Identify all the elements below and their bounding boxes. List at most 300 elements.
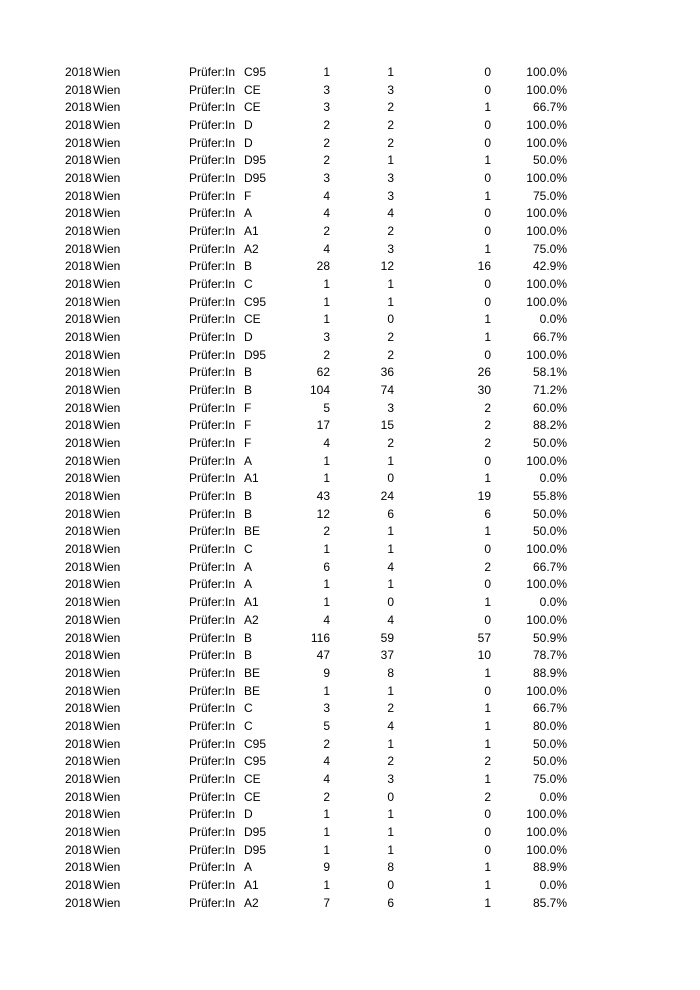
table-row [0, 241, 700, 259]
location-cell: Wien [93, 542, 121, 557]
rate-cell: 0.0% [539, 877, 567, 892]
table-row [0, 453, 700, 471]
failed-cell: 2 [484, 559, 491, 574]
failed-cell: 1 [484, 330, 491, 345]
class-cell: CE [244, 771, 261, 786]
passed-cell: 1 [387, 524, 394, 539]
rate-cell: 75.0% [532, 771, 567, 786]
table-row [0, 488, 700, 506]
class-cell: CE [244, 312, 261, 327]
rate-cell: 50.0% [532, 506, 567, 521]
table-row [0, 665, 700, 683]
table-row [0, 736, 700, 754]
failed-cell: 0 [484, 612, 491, 627]
total-cell: 2 [323, 224, 330, 239]
table-row [0, 135, 700, 153]
year-cell: 2018 [65, 436, 92, 451]
rate-cell: 66.7% [532, 330, 567, 345]
class-cell: A [244, 577, 253, 592]
table-row [0, 824, 700, 842]
class-cell: CE [244, 100, 261, 115]
location-cell: Wien [93, 577, 121, 592]
rate-cell: 50.0% [532, 436, 567, 451]
failed-cell: 57 [477, 630, 491, 645]
class-cell: C [244, 542, 253, 557]
passed-cell: 12 [380, 259, 394, 274]
location-cell: Wien [93, 118, 121, 133]
year-cell: 2018 [65, 294, 92, 309]
role-cell: Prüfer:In [189, 824, 236, 839]
rate-cell: 100.0% [526, 294, 567, 309]
class-cell: BE [244, 683, 261, 698]
failed-cell: 0 [484, 807, 491, 822]
passed-cell: 2 [387, 100, 394, 115]
total-cell: 4 [323, 612, 330, 627]
location-cell: Wien [93, 789, 121, 804]
role-cell: Prüfer:In [189, 188, 236, 203]
failed-cell: 0 [484, 82, 491, 97]
year-cell: 2018 [65, 206, 92, 221]
table-row [0, 541, 700, 559]
failed-cell: 1 [484, 100, 491, 115]
rate-cell: 100.0% [526, 453, 567, 468]
total-cell: 116 [310, 630, 330, 645]
class-cell: A [244, 559, 253, 574]
rate-cell: 66.7% [532, 559, 567, 574]
year-cell: 2018 [65, 842, 92, 857]
role-cell: Prüfer:In [189, 347, 236, 362]
total-cell: 3 [323, 171, 330, 186]
year-cell: 2018 [65, 100, 92, 115]
passed-cell: 4 [387, 612, 394, 627]
table-row [0, 859, 700, 877]
class-cell: A2 [244, 241, 259, 256]
rate-cell: 66.7% [532, 701, 567, 716]
year-cell: 2018 [65, 665, 92, 680]
failed-cell: 30 [477, 383, 491, 398]
total-cell: 62 [316, 365, 330, 380]
rate-cell: 100.0% [526, 224, 567, 239]
location-cell: Wien [93, 241, 121, 256]
table-row [0, 223, 700, 241]
role-cell: Prüfer:In [189, 807, 236, 822]
role-cell: Prüfer:In [189, 330, 236, 345]
year-cell: 2018 [65, 224, 92, 239]
location-cell: Wien [93, 736, 121, 751]
location-cell: Wien [93, 330, 121, 345]
class-cell: A2 [244, 895, 259, 910]
total-cell: 3 [323, 330, 330, 345]
class-cell: D95 [244, 347, 267, 362]
table-row [0, 276, 700, 294]
table-row [0, 82, 700, 100]
table-row [0, 789, 700, 807]
year-cell: 2018 [65, 701, 92, 716]
table-row [0, 347, 700, 365]
role-cell: Prüfer:In [189, 895, 236, 910]
table-row [0, 170, 700, 188]
location-cell: Wien [93, 559, 121, 574]
failed-cell: 0 [484, 135, 491, 150]
rate-cell: 0.0% [539, 312, 567, 327]
passed-cell: 8 [387, 860, 394, 875]
failed-cell: 1 [484, 241, 491, 256]
table-row [0, 700, 700, 718]
year-cell: 2018 [65, 347, 92, 362]
location-cell: Wien [93, 312, 121, 327]
role-cell: Prüfer:In [189, 418, 236, 433]
passed-cell: 1 [387, 824, 394, 839]
rate-cell: 100.0% [526, 65, 567, 79]
class-cell: A1 [244, 877, 259, 892]
year-cell: 2018 [65, 718, 92, 733]
total-cell: 7 [323, 895, 330, 910]
year-cell: 2018 [65, 559, 92, 574]
failed-cell: 0 [484, 224, 491, 239]
year-cell: 2018 [65, 824, 92, 839]
role-cell: Prüfer:In [189, 559, 236, 574]
location-cell: Wien [93, 294, 121, 309]
table-row [0, 435, 700, 453]
rate-cell: 50.9% [532, 630, 567, 645]
failed-cell: 0 [484, 824, 491, 839]
total-cell: 1 [323, 595, 330, 610]
rate-cell: 50.0% [532, 524, 567, 539]
total-cell: 9 [323, 860, 330, 875]
rate-cell: 100.0% [526, 206, 567, 221]
table-row [0, 877, 700, 895]
role-cell: Prüfer:In [189, 489, 236, 504]
rate-cell: 75.0% [532, 241, 567, 256]
rate-cell: 100.0% [526, 577, 567, 592]
rate-cell: 88.9% [532, 665, 567, 680]
passed-cell: 2 [387, 436, 394, 451]
failed-cell: 1 [484, 877, 491, 892]
role-cell: Prüfer:In [189, 277, 236, 292]
rate-cell: 75.0% [532, 188, 567, 203]
year-cell: 2018 [65, 789, 92, 804]
location-cell: Wien [93, 489, 121, 504]
total-cell: 2 [323, 736, 330, 751]
role-cell: Prüfer:In [189, 471, 236, 486]
table-row [0, 258, 700, 276]
location-cell: Wien [93, 471, 121, 486]
role-cell: Prüfer:In [189, 524, 236, 539]
passed-cell: 0 [387, 471, 394, 486]
class-cell: B [244, 648, 253, 663]
failed-cell: 0 [484, 542, 491, 557]
failed-cell: 16 [477, 259, 491, 274]
total-cell: 2 [323, 347, 330, 362]
total-cell: 2 [323, 135, 330, 150]
passed-cell: 8 [387, 665, 394, 680]
total-cell: 1 [323, 577, 330, 592]
total-cell: 2 [323, 524, 330, 539]
rate-cell: 0.0% [539, 471, 567, 486]
year-cell: 2018 [65, 241, 92, 256]
table-row [0, 99, 700, 117]
passed-cell: 3 [387, 241, 394, 256]
table-row [0, 842, 700, 860]
year-cell: 2018 [65, 895, 92, 910]
location-cell: Wien [93, 82, 121, 97]
total-cell: 4 [323, 188, 330, 203]
year-cell: 2018 [65, 400, 92, 415]
passed-cell: 1 [387, 683, 394, 698]
role-cell: Prüfer:In [189, 365, 236, 380]
location-cell: Wien [93, 65, 121, 79]
location-cell: Wien [93, 347, 121, 362]
role-cell: Prüfer:In [189, 312, 236, 327]
total-cell: 1 [323, 294, 330, 309]
table-row [0, 630, 700, 648]
class-cell: C95 [244, 754, 267, 769]
class-cell: A [244, 206, 253, 221]
location-cell: Wien [93, 718, 121, 733]
passed-cell: 3 [387, 400, 394, 415]
year-cell: 2018 [65, 489, 92, 504]
total-cell: 43 [316, 489, 330, 504]
role-cell: Prüfer:In [189, 754, 236, 769]
class-cell: C95 [244, 65, 267, 79]
location-cell: Wien [93, 701, 121, 716]
role-cell: Prüfer:In [189, 171, 236, 186]
total-cell: 6 [323, 559, 330, 574]
passed-cell: 24 [380, 489, 394, 504]
class-cell: CE [244, 789, 261, 804]
location-cell: Wien [93, 877, 121, 892]
class-cell: A [244, 453, 253, 468]
role-cell: Prüfer:In [189, 683, 236, 698]
role-cell: Prüfer:In [189, 648, 236, 663]
year-cell: 2018 [65, 259, 92, 274]
table-row [0, 470, 700, 488]
passed-cell: 1 [387, 65, 394, 79]
passed-cell: 37 [380, 648, 394, 663]
location-cell: Wien [93, 135, 121, 150]
class-cell: A1 [244, 595, 259, 610]
role-cell: Prüfer:In [189, 842, 236, 857]
total-cell: 3 [323, 701, 330, 716]
passed-cell: 0 [387, 595, 394, 610]
table-row [0, 294, 700, 312]
rate-cell: 100.0% [526, 612, 567, 627]
location-cell: Wien [93, 188, 121, 203]
location-cell: Wien [93, 595, 121, 610]
year-cell: 2018 [65, 807, 92, 822]
location-cell: Wien [93, 436, 121, 451]
total-cell: 1 [323, 842, 330, 857]
table-row [0, 559, 700, 577]
failed-cell: 1 [484, 524, 491, 539]
class-cell: D [244, 807, 253, 822]
total-cell: 4 [323, 241, 330, 256]
rate-cell: 58.1% [532, 365, 567, 380]
rate-cell: 100.0% [526, 542, 567, 557]
class-cell: C95 [244, 736, 267, 751]
role-cell: Prüfer:In [189, 100, 236, 115]
failed-cell: 1 [484, 860, 491, 875]
failed-cell: 0 [484, 683, 491, 698]
passed-cell: 3 [387, 771, 394, 786]
total-cell: 1 [323, 277, 330, 292]
year-cell: 2018 [65, 542, 92, 557]
class-cell: F [244, 400, 252, 415]
year-cell: 2018 [65, 312, 92, 327]
class-cell: B [244, 365, 253, 380]
passed-cell: 1 [387, 453, 394, 468]
location-cell: Wien [93, 630, 121, 645]
rate-cell: 50.0% [532, 153, 567, 168]
year-cell: 2018 [65, 82, 92, 97]
role-cell: Prüfer:In [189, 453, 236, 468]
rate-cell: 100.0% [526, 824, 567, 839]
failed-cell: 1 [484, 471, 491, 486]
class-cell: F [244, 436, 252, 451]
year-cell: 2018 [65, 383, 92, 398]
table-row [0, 64, 700, 82]
class-cell: D95 [244, 842, 267, 857]
failed-cell: 2 [484, 436, 491, 451]
passed-cell: 0 [387, 789, 394, 804]
class-cell: BE [244, 524, 261, 539]
passed-cell: 36 [380, 365, 394, 380]
table-row [0, 771, 700, 789]
role-cell: Prüfer:In [189, 612, 236, 627]
passed-cell: 2 [387, 224, 394, 239]
failed-cell: 1 [484, 312, 491, 327]
rate-cell: 71.2% [532, 383, 567, 398]
table-row [0, 895, 700, 913]
location-cell: Wien [93, 506, 121, 521]
failed-cell: 0 [484, 294, 491, 309]
failed-cell: 0 [484, 171, 491, 186]
table-row [0, 718, 700, 736]
class-cell: B [244, 506, 253, 521]
class-cell: A2 [244, 612, 259, 627]
rate-cell: 100.0% [526, 842, 567, 857]
passed-cell: 3 [387, 82, 394, 97]
location-cell: Wien [93, 277, 121, 292]
role-cell: Prüfer:In [189, 383, 236, 398]
role-cell: Prüfer:In [189, 241, 236, 256]
role-cell: Prüfer:In [189, 118, 236, 133]
failed-cell: 1 [484, 595, 491, 610]
passed-cell: 1 [387, 294, 394, 309]
year-cell: 2018 [65, 612, 92, 627]
role-cell: Prüfer:In [189, 771, 236, 786]
total-cell: 28 [316, 259, 330, 274]
rate-cell: 100.0% [526, 82, 567, 97]
total-cell: 4 [323, 206, 330, 221]
passed-cell: 2 [387, 347, 394, 362]
location-cell: Wien [93, 683, 121, 698]
passed-cell: 1 [387, 153, 394, 168]
total-cell: 1 [323, 542, 330, 557]
class-cell: D [244, 135, 253, 150]
rate-cell: 85.7% [532, 895, 567, 910]
data-table [0, 64, 700, 912]
location-cell: Wien [93, 754, 121, 769]
passed-cell: 2 [387, 135, 394, 150]
class-cell: D95 [244, 153, 267, 168]
failed-cell: 2 [484, 400, 491, 415]
location-cell: Wien [93, 171, 121, 186]
year-cell: 2018 [65, 877, 92, 892]
table-row [0, 152, 700, 170]
year-cell: 2018 [65, 630, 92, 645]
table-row [0, 205, 700, 223]
table-row [0, 683, 700, 701]
passed-cell: 3 [387, 188, 394, 203]
total-cell: 4 [323, 754, 330, 769]
location-cell: Wien [93, 224, 121, 239]
class-cell: C95 [244, 294, 267, 309]
failed-cell: 1 [484, 771, 491, 786]
failed-cell: 1 [484, 736, 491, 751]
year-cell: 2018 [65, 135, 92, 150]
rate-cell: 100.0% [526, 135, 567, 150]
failed-cell: 2 [484, 789, 491, 804]
passed-cell: 1 [387, 807, 394, 822]
total-cell: 1 [323, 877, 330, 892]
role-cell: Prüfer:In [189, 400, 236, 415]
class-cell: D [244, 118, 253, 133]
total-cell: 1 [323, 312, 330, 327]
class-cell: C [244, 718, 253, 733]
total-cell: 2 [323, 153, 330, 168]
location-cell: Wien [93, 807, 121, 822]
location-cell: Wien [93, 365, 121, 380]
passed-cell: 2 [387, 118, 394, 133]
role-cell: Prüfer:In [189, 860, 236, 875]
class-cell: F [244, 188, 252, 203]
rate-cell: 100.0% [526, 118, 567, 133]
failed-cell: 1 [484, 153, 491, 168]
rate-cell: 50.0% [532, 736, 567, 751]
table-row [0, 188, 700, 206]
passed-cell: 6 [387, 895, 394, 910]
total-cell: 1 [323, 453, 330, 468]
year-cell: 2018 [65, 171, 92, 186]
role-cell: Prüfer:In [189, 135, 236, 150]
total-cell: 3 [323, 82, 330, 97]
role-cell: Prüfer:In [189, 595, 236, 610]
table-row [0, 311, 700, 329]
location-cell: Wien [93, 259, 121, 274]
year-cell: 2018 [65, 153, 92, 168]
class-cell: F [244, 418, 252, 433]
location-cell: Wien [93, 824, 121, 839]
location-cell: Wien [93, 453, 121, 468]
table-row [0, 364, 700, 382]
class-cell: B [244, 630, 253, 645]
total-cell: 2 [323, 789, 330, 804]
table-row [0, 576, 700, 594]
rate-cell: 50.0% [532, 754, 567, 769]
rate-cell: 66.7% [532, 100, 567, 115]
location-cell: Wien [93, 860, 121, 875]
role-cell: Prüfer:In [189, 701, 236, 716]
failed-cell: 19 [477, 489, 491, 504]
total-cell: 47 [316, 648, 330, 663]
year-cell: 2018 [65, 330, 92, 345]
rate-cell: 100.0% [526, 807, 567, 822]
table-row [0, 523, 700, 541]
total-cell: 104 [309, 383, 330, 398]
passed-cell: 4 [387, 718, 394, 733]
failed-cell: 10 [477, 648, 491, 663]
